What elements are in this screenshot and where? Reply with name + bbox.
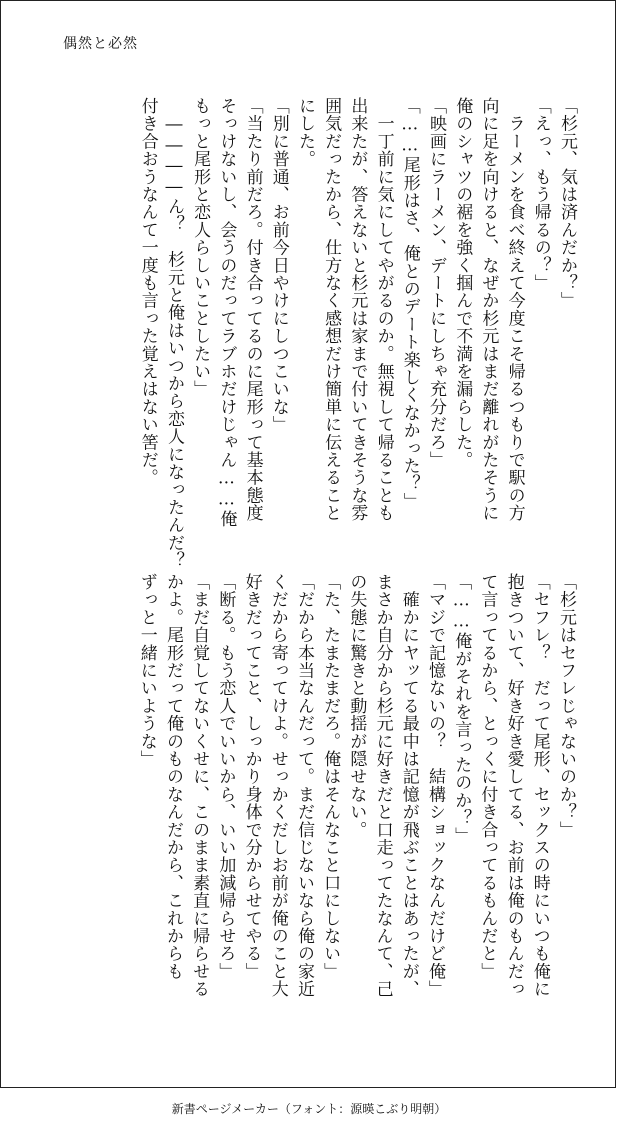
text-line: 俺のシャツの裾を強く掴んで不満を漏らした。: [452, 97, 473, 469]
text-line: 「断る。もう恋人でいいから、いい加減帰らせろ」: [215, 573, 236, 981]
text-line: 一丁前に気にしてやがるのか。無視して帰ることも: [373, 97, 394, 522]
footer-credit: 新書ページメーカー（フォント：源暎こぶり明朝）: [171, 1102, 447, 1116]
text-line: かよ。尾形だって俺のものなんだから、これからも: [162, 573, 183, 981]
text-line: 「杉元、気は済んだか？」: [557, 97, 577, 310]
text-line: にした。: [294, 97, 315, 168]
text-block-top: [135, 97, 580, 570]
text-line: 囲気だったから、仕方なく感想だけ簡単に伝えること: [321, 97, 342, 522]
text-line: 「まだ自覚してないくせに、このまま素直に帰らせる: [189, 573, 210, 998]
text-line: 向に足を向けると、なぜか杉元はまだ離れがたそうに: [478, 97, 499, 522]
text-line: 「杉元はセフレじゃないのか？」: [556, 573, 576, 839]
text-line: 「マジで記憶ないの？ 結構ショックなんだけど俺」: [424, 573, 445, 998]
text-line: 「当たり前だろ。付き合ってるのに尾形って基本態度: [242, 97, 263, 522]
text-line: 「……俺がそれを言ったのか？」: [451, 573, 472, 845]
text-line: 好きだってこと、しっかり身体で分からせてやる」: [241, 573, 262, 981]
text-line: 出来たが、答えないと杉元は家まで付いてきそうな雰: [347, 97, 368, 522]
text-line: て言ってるから、とっくに付き合ってるもんだと」: [477, 573, 498, 981]
text-line: ラーメンを食べ終えて今度こそ帰るつもりで駅の方: [504, 97, 525, 522]
page-title: 偶然と必然: [63, 36, 138, 52]
text-line: ――――ん？ 杉元と俺はいつから恋人になったんだ？: [163, 97, 184, 570]
text-line: もっと尾形と恋人らしいことしたい」: [190, 97, 211, 398]
text-line: 付き合おうなんて一度も言った覚えはない筈だ。: [137, 97, 158, 487]
text-line: 「……尾形はさ、俺とのデート楽しくなかった？」: [399, 97, 420, 511]
text-line: 「だから本当なんだって。まだ信じないなら俺の家近: [293, 573, 314, 998]
text-line: 「えっ、もう帰るの？」: [530, 97, 551, 292]
text-line: そっけないし、会うのだってラブホだけじゃん……俺: [216, 97, 237, 528]
text-line: 抱きついて、好き好き愛してる、お前は俺のもんだっ: [503, 573, 524, 998]
text-line: くだから寄ってけよ。せっかくだしお前が俺のこと大: [267, 573, 288, 998]
text-block-bottom: [134, 573, 579, 1043]
text-line: ずっと一緒にいような」: [136, 573, 157, 768]
text-line: の失態に驚きと動揺が隠せない。: [346, 573, 367, 839]
text-line: 「別に普通、お前今日やけにしつこいな」: [268, 97, 289, 434]
text-line: 「セフレ？ だって尾形、セックスの時にいつも俺に: [529, 573, 550, 998]
text-line: 「た、たまたまだろ。俺はそんなこと口にしない」: [320, 573, 341, 981]
text-line: 確かにヤッてる最中は記憶が飛ぶことはあったが、: [398, 573, 419, 998]
text-line: 「映画にラーメン、デートにしちゃ充分だろ」: [425, 97, 446, 469]
text-line: まさか自分から杉元に好きだと口走ってたなんて、己: [372, 573, 393, 998]
